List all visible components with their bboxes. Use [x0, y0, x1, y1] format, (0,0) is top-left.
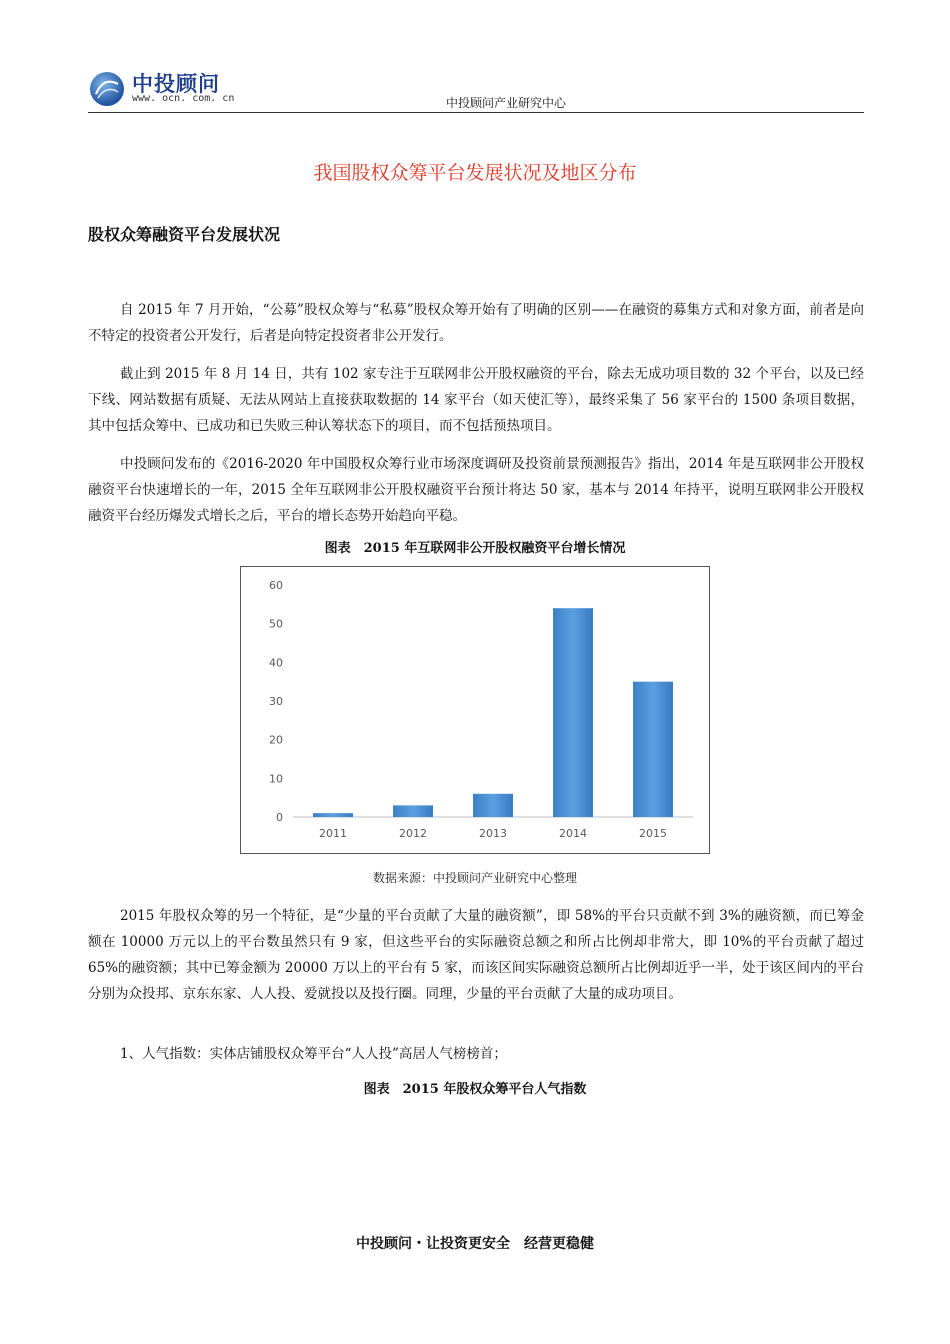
logo-name: 中投顾问	[132, 72, 220, 96]
bar-chart	[240, 566, 710, 854]
y-tick-label-40: 40	[269, 656, 283, 670]
page-header	[88, 68, 864, 114]
paragraph-5: 1、人气指数：实体店铺股权众筹平台“人人投”高居人气榜榜首；	[120, 1046, 507, 1062]
figure-1-source: 数据来源：中投顾问产业研究中心整理	[372, 871, 577, 885]
logo	[88, 68, 248, 108]
x-tick-label-2012: 2012	[399, 827, 427, 840]
bar-2012	[393, 805, 433, 817]
paragraph-3: 中投顾问发布的《2016-2020 年中国股权众筹行业市场深度调研及投资前景预测报告》指出，2014 年是互联网非公开股权融资平台快速增长的一年，2015 全年互联网非公开股权融资平台预计将达 50 家，基本与 2014 年持平，说明互联网非公开股权融资平台经历爆发式增长之后，平台的增长态势开始趋向平稳。	[88, 456, 864, 524]
y-tick-label-0: 0	[276, 811, 283, 824]
document-title: 我国股权众筹平台发展状况及地区分布	[313, 162, 637, 184]
page-footer: 中投顾问・让投资更安全 经营更稳健	[356, 1236, 594, 1252]
y-tick-label-50: 50	[269, 617, 283, 631]
paragraph-1: 自 2015 年 7 月开始，“公募”股权众筹与“私募”股权众筹开始有了明确的区别——在融资的募集方式和对象方面，前者是向不特定的投资者公开发行，后者是向特定投资者非公开发行。	[88, 302, 864, 344]
figure-2-caption: 图表 2015 年股权众筹平台人气指数	[363, 1082, 587, 1097]
header-divider	[88, 112, 864, 113]
logo-url: www. ocn. com. cn	[132, 93, 235, 104]
y-tick-label-60: 60	[269, 579, 283, 592]
bar-2014	[553, 608, 593, 817]
figure-1-caption: 图表 2015 年互联网非公开股权融资平台增长情况	[324, 541, 626, 556]
header-center-text: 中投顾问产业研究中心	[446, 96, 567, 110]
x-tick-label-2014: 2014	[559, 827, 587, 840]
bar-2015	[633, 682, 673, 817]
bar-2011	[313, 813, 353, 817]
x-tick-label-2011: 2011	[319, 827, 347, 840]
x-tick-label-2015: 2015	[639, 827, 667, 840]
logo-globe-icon	[88, 70, 126, 108]
section-heading: 股权众筹融资平台发展状况	[88, 225, 281, 244]
y-tick-label-30: 30	[269, 695, 283, 708]
bar-2013	[473, 794, 513, 817]
paragraph-2: 截止到 2015 年 8 月 14 日，共有 102 家专注于互联网非公开股权融资的平台，除去无成功项目数的 32 个平台，以及已经下线、网站数据有质疑、无法从网站上直接获取数据的 14 家平台（如天使汇等），最终采集了 56 家平台的 1500 条项目数据，其中包括众筹中、已成功和已失败三种认筹状态下的项目，而不包括预热项目。	[88, 366, 864, 434]
x-tick-label-2013: 2013	[479, 827, 507, 840]
y-tick-label-20: 20	[269, 733, 283, 747]
y-tick-label-10: 10	[269, 772, 283, 786]
paragraph-4: 2015 年股权众筹的另一个特征，是“少量的平台贡献了大量的融资额”，即 58%的平台只贡献不到 3%的融资额，而已筹金额在 10000 万元以上的平台数虽然只有 9 家，但这些平台的实际融资总额之和所占比例却非常大，即 10%的平台贡献了超过 65%的融资额；其中已筹金额为 20000 万以上的平台有 5 家，而该区间实际融资总额所占比例却近乎一半，处于该区间内的平台分别为众投邦、京东东家、人人投、爱就投以及投行圈。同理，少量的平台贡献了大量的成功项目。	[88, 908, 864, 1002]
bar-chart-svg	[241, 567, 709, 853]
